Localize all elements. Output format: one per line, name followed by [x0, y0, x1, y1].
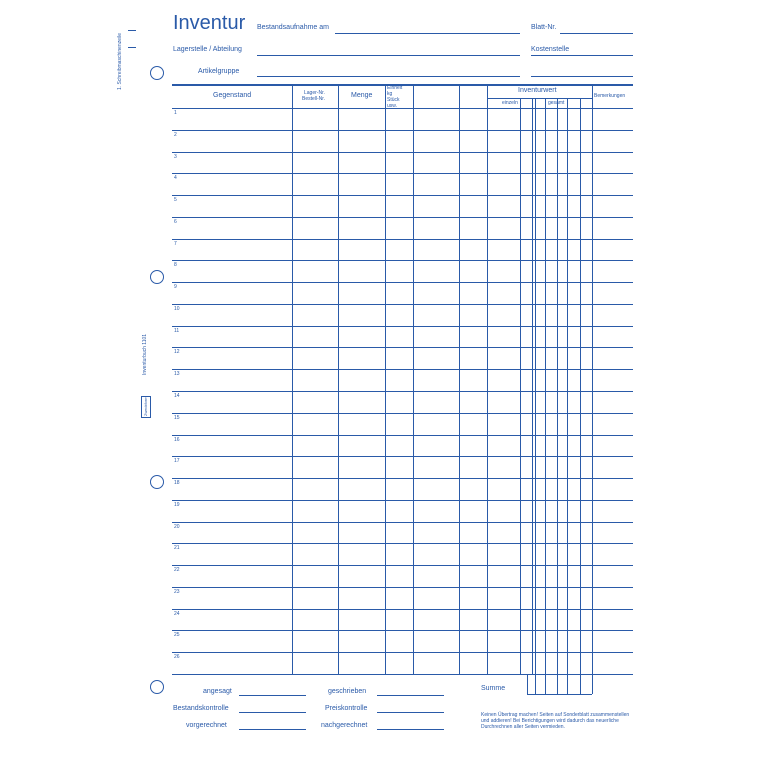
- table-column-line: [292, 84, 293, 674]
- table-row-line: [172, 609, 633, 610]
- col-stueck: Stück: [387, 97, 400, 103]
- table-row-line: [172, 369, 633, 370]
- nachgerechnet-label: nachgerechnet: [321, 722, 368, 729]
- row-number: 17: [174, 458, 180, 464]
- row-number: 4: [174, 175, 177, 181]
- summe-subcolumn-line: [535, 674, 536, 694]
- col-lager-nr: Lager-Nr.: [304, 90, 325, 96]
- col-gesamt: gesamt: [548, 100, 565, 106]
- table-subcolumn-line: [520, 98, 521, 674]
- table-row-line: [172, 674, 633, 675]
- artikelgruppe-label: Artikelgruppe: [198, 68, 240, 75]
- table-row-line: [172, 282, 633, 283]
- footer-note: Keinen Übertrag machen! Seiten auf Sonderblatt zusammenstellen und addieren! Bei Berichtigungen wird dadurch das neuerliche Durchrechnen aller Seiten vermieden.: [481, 712, 630, 730]
- row-number: 21: [174, 545, 180, 551]
- table-row-line: [172, 152, 633, 153]
- col-einheit: Einheit: [387, 85, 403, 91]
- table-subcolumn-line: [532, 98, 533, 674]
- table-row-line: [172, 456, 633, 457]
- summe-column-line: [592, 674, 593, 694]
- table-row-line: [172, 587, 633, 588]
- table-row-line: [172, 239, 633, 240]
- table-row-line: [172, 543, 633, 544]
- table-row-line: [172, 347, 633, 348]
- table-column-line: [459, 84, 460, 674]
- kostenstelle-label: Kostenstelle: [531, 46, 570, 53]
- row-number: 26: [174, 654, 180, 660]
- table-subcolumn-line: [580, 98, 581, 674]
- table-row-line: [172, 522, 633, 523]
- row-number: 14: [174, 393, 180, 399]
- table-header-bottom: [172, 108, 633, 109]
- row-number: 2: [174, 132, 177, 138]
- summe-subcolumn-line: [567, 674, 568, 694]
- table-column-line: [592, 84, 593, 674]
- table-row-line: [172, 304, 633, 305]
- summe-subcolumn-line: [545, 674, 546, 694]
- row-number: 19: [174, 502, 180, 508]
- table-row-line: [172, 500, 633, 501]
- col-bemerkungen: Bemerkungen: [594, 93, 626, 99]
- summe-subcolumn-line: [580, 674, 581, 694]
- table-row-line: [172, 326, 633, 327]
- table-row-line: [172, 435, 633, 436]
- table-top-border: [172, 84, 633, 86]
- row-number: 16: [174, 437, 180, 443]
- table-row-line: [172, 413, 633, 414]
- summe-column-line: [527, 674, 528, 694]
- row-number: 7: [174, 241, 177, 247]
- table-column-line: [413, 84, 414, 674]
- table-column-line: [338, 84, 339, 674]
- row-number: 9: [174, 284, 177, 290]
- table-subcolumn-line: [545, 98, 546, 674]
- table-row-line: [172, 195, 633, 196]
- col-inventurwert: Inventurwert: [518, 87, 557, 94]
- col-kg: kg: [387, 91, 393, 97]
- inventurwert-divider: [487, 98, 592, 99]
- bestandsaufnahme-label: Bestandsaufnahme am: [257, 24, 329, 31]
- row-number: 22: [174, 567, 180, 573]
- table-row-line: [172, 217, 633, 218]
- col-einzeln: einzeln: [502, 100, 518, 106]
- fold-note: 1. Schreibmaschinenzeile: [117, 33, 123, 90]
- blatt-label: Blatt-Nr.: [531, 24, 557, 31]
- summe-subcolumn-line: [557, 674, 558, 694]
- vorgerechnet-label: vorgerechnet: [186, 722, 227, 729]
- row-number: 10: [174, 306, 180, 312]
- preiskontrolle-label: Preiskontrolle: [325, 705, 368, 712]
- table-row-line: [172, 630, 633, 631]
- geschrieben-field[interactable]: [377, 695, 444, 696]
- table-column-line: [385, 84, 386, 674]
- angesagt-label: angesagt: [203, 688, 232, 695]
- row-number: 6: [174, 219, 177, 225]
- row-number: 3: [174, 154, 177, 160]
- summe-label: Summe: [481, 685, 506, 692]
- col-usw: usw.: [387, 103, 398, 109]
- table-column-line: [487, 84, 488, 674]
- row-number: 11: [174, 328, 180, 334]
- col-bestell-nr: Bestell-Nr.: [302, 96, 326, 102]
- row-number: 12: [174, 349, 180, 355]
- table-row-line: [172, 652, 633, 653]
- row-number: 8: [174, 262, 177, 268]
- summe-bottom-line: [527, 694, 592, 695]
- table-subcolumn-line: [557, 98, 558, 674]
- preiskontrolle-field[interactable]: [377, 712, 444, 713]
- page-title: Inventur: [173, 12, 246, 34]
- bestandskontrolle-field[interactable]: [239, 712, 306, 713]
- bestandskontrolle-label: Bestandskontrolle: [173, 705, 229, 712]
- geschrieben-label: geschrieben: [328, 688, 367, 695]
- table-subcolumn-line: [567, 98, 568, 674]
- table-row-line: [172, 565, 633, 566]
- table-subcolumn-line: [535, 98, 536, 674]
- vorgerechnet-field[interactable]: [239, 729, 306, 730]
- row-number: 15: [174, 415, 180, 421]
- col-gegenstand: Gegenstand: [213, 92, 252, 99]
- col-menge: Menge: [351, 92, 373, 99]
- table-row-line: [172, 130, 633, 131]
- brand-logo: Zweckform: [141, 396, 151, 418]
- row-number: 1: [174, 110, 177, 116]
- angesagt-field[interactable]: [239, 695, 306, 696]
- row-number: 20: [174, 524, 180, 530]
- book-id: Inventurbuch 1101: [142, 333, 148, 375]
- row-number: 24: [174, 611, 180, 617]
- row-number: 5: [174, 197, 177, 203]
- nachgerechnet-field[interactable]: [377, 729, 444, 730]
- table-row-line: [172, 260, 633, 261]
- lagerstelle-label: Lagerstelle / Abteilung: [173, 46, 242, 53]
- row-number: 25: [174, 632, 180, 638]
- row-number: 18: [174, 480, 180, 486]
- table-row-line: [172, 173, 633, 174]
- row-number: 23: [174, 589, 180, 595]
- table-row-line: [172, 391, 633, 392]
- row-number: 13: [174, 371, 180, 377]
- table-row-line: [172, 478, 633, 479]
